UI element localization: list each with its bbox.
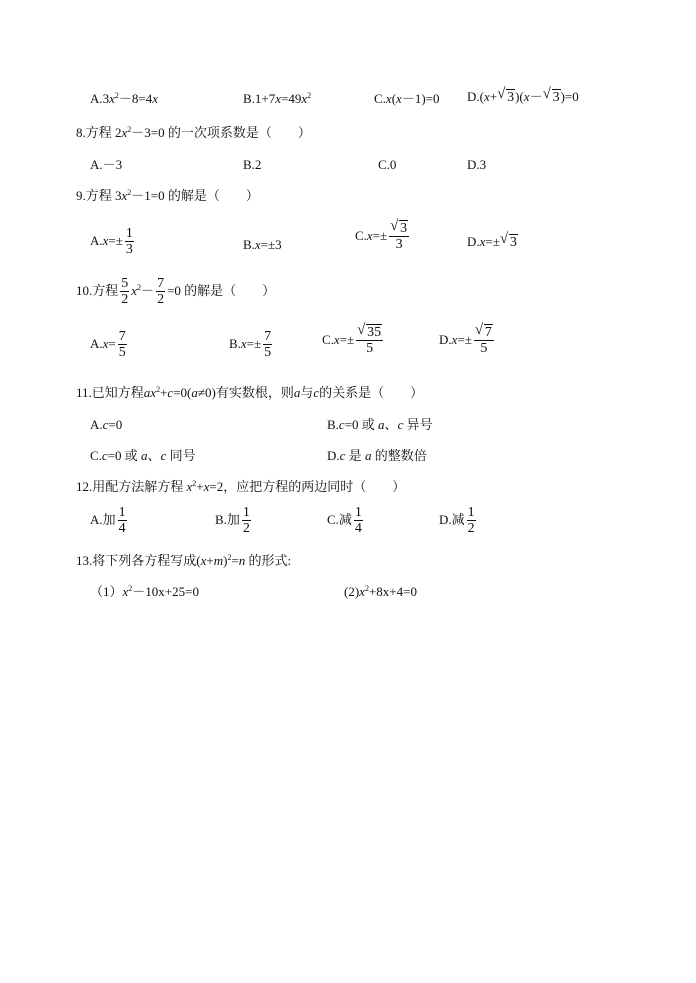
- q13-part-2: $(2)x^2+8x+4=0$: [344, 584, 417, 599]
- q11-option-c: C.c=0 或 a、c 同号: [90, 448, 196, 463]
- fraction: $\frac{5}{2}$: [121, 276, 129, 307]
- q9-stem: 9.方程 $3x^2-1=0$ 的解是（ ）: [76, 188, 259, 203]
- q12-option-c: C.减 $\frac{1}{4}$: [327, 505, 362, 536]
- sqrt-symbol: √ 7: [474, 322, 492, 340]
- q10-option-b: B.x=± $\frac{7}{5}$: [229, 329, 272, 360]
- fraction: $\frac{7}{5}$: [118, 329, 126, 360]
- q9-option-b: B.x=±3: [243, 237, 282, 252]
- q11-option-d: D.c 是 a 的整数倍: [327, 448, 427, 463]
- q10-option-a: A.x= $\frac{7}{5}$: [90, 329, 126, 360]
- sqrt-symbol: √ 3: [542, 86, 560, 105]
- q12-option-d: D.减 $\frac{1}{2}$: [439, 505, 475, 536]
- q9-option-d: D.x=± √ 3: [467, 231, 517, 250]
- q7-option-c: C.x(x－1)=0: [374, 91, 440, 106]
- q10-option-c: C.x=± √ 35 5: [322, 322, 382, 356]
- sqrt-symbol: √ 3: [497, 86, 515, 105]
- fraction: $\frac{7}{2}$: [157, 276, 165, 307]
- q13-stem: 13.将下列各方程写成$(x+m)^2=n$ 的形式:: [76, 553, 292, 568]
- q10-stem: 10.方程 $\frac{5}{2}$ $x^2-$ $\frac{7}{2}$ =0 的解是（ ）: [76, 276, 276, 307]
- q11-option-a: A.c=0: [90, 417, 123, 432]
- fraction: $\frac{7}{5}$: [264, 329, 272, 360]
- q7-option-d: D.(x+ √ 3)(x－ √ 3)=0: [467, 86, 579, 105]
- fraction: $\frac{1}{2}$: [242, 505, 250, 536]
- sqrt-symbol: √ 35: [357, 322, 382, 340]
- q8-option-a: A.－3: [90, 157, 123, 172]
- q8-option-c: C.0: [378, 157, 397, 172]
- sqrt-symbol: √ 3: [390, 218, 408, 236]
- fraction: $\frac{1}{3}$: [125, 226, 133, 257]
- q12-option-b: B.加 $\frac{1}{2}$: [215, 505, 250, 536]
- q12-stem: 12.用配方法解方程 $x^2+x=2$，应把方程的两边同时（ ）: [76, 479, 406, 494]
- q8-option-b: B.2: [243, 157, 262, 172]
- fraction: $\frac{1}{2}$: [467, 505, 475, 536]
- fraction: √ 3 3: [390, 218, 408, 252]
- fraction: $\frac{1}{4}$: [354, 505, 362, 536]
- q7-option-b: $B.1+7x=49x^2$: [243, 91, 312, 106]
- q13-part-1: $(1)x^2-10x+25=0$: [90, 584, 199, 599]
- q9-option-c: C.x=± √ 3 3: [355, 218, 408, 252]
- fraction: $\frac{1}{4}$: [118, 505, 126, 536]
- q8-stem: 8.方程 $2x^2-3=0$ 的一次项系数是（ ）: [76, 125, 311, 140]
- fraction: √ 7 5: [474, 322, 492, 356]
- q12-option-a: A.加 $\frac{1}{4}$: [90, 505, 126, 536]
- q10-option-d: D.x=± √ 7 5: [439, 322, 492, 356]
- q11-option-b: B.c=0 或 a、c 异号: [327, 417, 433, 432]
- q8-option-d: D.3: [467, 157, 487, 172]
- sqrt-symbol: √ 3: [499, 231, 517, 250]
- q11-stem: 11.已知方程$ax^2+c=0(a\ne 0)$有实数根，则a与c的关系是（ ）: [76, 385, 424, 400]
- fraction: √ 35 5: [357, 322, 382, 356]
- q7-option-a: $A.3x^2-8=4x$: [90, 91, 159, 106]
- q9-option-a: A.x=± $\frac{1}{3}$: [90, 226, 133, 257]
